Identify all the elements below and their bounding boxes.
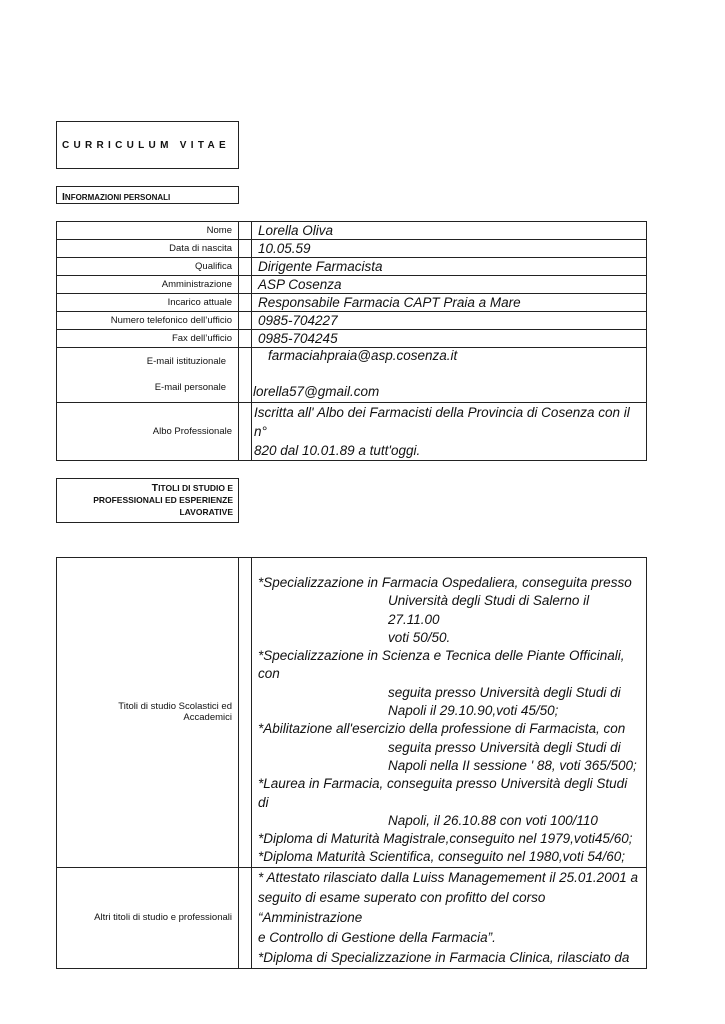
altri-row — [57, 867, 647, 968]
title-entry-line: *Laurea in Farmacia, conseguita presso Università degli Studi di — [258, 776, 628, 810]
spacer-cell — [239, 294, 252, 312]
title-entry-line: *Abilitazione all'esercizio della professione di Farmacista, con — [258, 721, 626, 737]
title-entry-line: *Diploma Maturità Scientifica, conseguito nel 1980,voti 54/60; — [258, 849, 625, 865]
personal-section-header — [56, 186, 239, 204]
personal-row — [57, 294, 647, 312]
field-value: Responsabile Farmacia CAPT Praia a Mare — [252, 294, 647, 312]
title-entry-line: Napoli il 29.10.90,voti 45/50; — [388, 703, 559, 719]
title-entry-line: *Specializzazione in Scienza e Tecnica delle Piante Officinali, con — [258, 648, 625, 682]
titles-section-title-line1: ITOLI DI STUDIO E — [158, 483, 233, 493]
title-entry-line: seguita presso Università degli Studi di — [388, 739, 621, 755]
personal-row — [57, 312, 647, 330]
spacer-cell — [239, 222, 252, 240]
title-entry-line: Napoli nella II sessione ' 88, voti 365/500; — [388, 757, 637, 773]
albo-line: 820 dal 10.01.89 a tutt'oggi. — [254, 443, 421, 458]
altri-entry-line: seguito di esame superato con profitto del corso “Amministrazione — [258, 889, 546, 925]
personal-row — [57, 222, 647, 240]
titles-content-cell — [252, 558, 647, 868]
personal-row — [57, 276, 647, 294]
title-entry-line: Napoli, il 26.10.88 con voti 100/110 — [388, 812, 598, 828]
spacer-cell — [239, 258, 252, 276]
personal-row — [57, 240, 647, 258]
albo-label: Albo Professionale — [57, 403, 239, 461]
spacer-cell — [239, 348, 252, 403]
titles-section-title-line2: PROFESSIONALI ED ESPERIENZE — [93, 495, 233, 505]
field-value: Dirigente Farmacista — [252, 258, 647, 276]
cv-title: CURRICULUM VITAE — [61, 139, 230, 151]
cv-title-box — [56, 121, 239, 169]
field-label: Nome — [57, 222, 239, 240]
titles-section-initial: T — [151, 482, 159, 494]
altri-label-cell — [57, 867, 239, 968]
albo-row — [57, 403, 647, 461]
field-label: Fax dell’ufficio — [57, 330, 239, 348]
personal-info-table — [56, 221, 647, 461]
titles-label-line1: Titoli di studio Scolastici ed — [118, 701, 232, 713]
email-pers-value: lorella57@gmail.com — [253, 384, 380, 399]
title-entry-line: *Specializzazione in Farmacia Ospedaliera, conseguita presso — [258, 575, 632, 590]
titles-label-cell — [57, 558, 239, 868]
spacer-cell — [239, 330, 252, 348]
field-label: Numero telefonico dell’ufficio — [57, 312, 239, 330]
field-label: Incarico attuale — [57, 294, 239, 312]
altri-content — [252, 868, 646, 968]
spacer-cell — [239, 403, 252, 461]
titles-content — [252, 558, 646, 867]
personal-row — [57, 330, 647, 348]
email-row — [57, 348, 647, 403]
altri-entry-line: e Controllo di Gestione della Farmacia”. — [258, 929, 496, 945]
personal-section-initial: I — [62, 191, 65, 203]
field-label: Amministrazione — [57, 276, 239, 294]
field-value: 0985-704245 — [252, 330, 647, 348]
titles-section-title-line3: LAVORATIVE — [179, 507, 233, 517]
altri-entry-line: * Attestato rilasciato dalla Luiss Managemement il 25.01.2001 a — [258, 869, 638, 885]
title-entry-line: voti 50/50. — [388, 629, 451, 645]
altri-entry-line: *Diploma di Specializzazione in Farmacia Clinica, rilasciato da — [258, 949, 630, 965]
field-label: Qualifica — [57, 258, 239, 276]
titles-row — [57, 558, 647, 868]
titles-table — [56, 557, 647, 969]
titles-section-header — [56, 478, 239, 523]
spacer-cell — [239, 558, 252, 868]
email-pers-label: E-mail personale — [154, 382, 226, 393]
spacer-cell — [239, 240, 252, 258]
field-value: ASP Cosenza — [252, 276, 647, 294]
email-value-cell — [252, 348, 647, 403]
titles-label-line2: Accademici — [183, 712, 232, 724]
altri-content-cell — [252, 867, 647, 968]
personal-row — [57, 258, 647, 276]
title-entry-line: seguita presso Università degli Studi di — [388, 684, 621, 700]
title-entry-line: Università degli Studi di Salerno il 27.11.00 — [388, 593, 590, 627]
spacer-cell — [239, 276, 252, 294]
albo-line: Iscritta all' Albo dei Farmacisti della Provincia di Cosenza con il n° — [254, 405, 630, 439]
field-value: 0985-704227 — [252, 312, 647, 330]
personal-section-title: NFORMAZIONI PERSONALI — [64, 193, 171, 202]
field-value: Lorella Oliva — [252, 222, 647, 240]
title-entry-line: *Diploma di Maturità Magistrale,conseguito nel 1979,voti45/60; — [258, 831, 633, 847]
spacer-cell — [239, 867, 252, 968]
spacer-cell — [239, 312, 252, 330]
email-ist-label: E-mail istituzionale — [146, 356, 226, 367]
field-label: Data di nascita — [57, 240, 239, 258]
altri-label: Altri titoli di studio e professionali — [94, 912, 232, 924]
email-ist-value: farmaciahpraia@asp.cosenza.it — [268, 348, 458, 363]
email-label-cell — [57, 348, 239, 403]
albo-value-cell — [252, 403, 647, 461]
field-value: 10.05.59 — [252, 240, 647, 258]
